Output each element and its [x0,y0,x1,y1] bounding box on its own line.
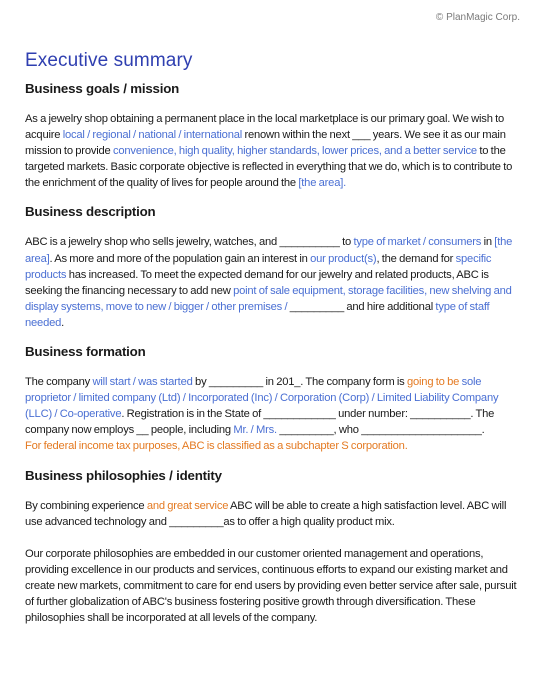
text-run: has increased. To meet the expected demand for our jewelry and related products, ABC is seeking the financing necessary to add new [25,268,489,297]
placeholder-text: specific products [25,252,492,281]
section-heading-formation: Business formation [25,344,146,360]
philosophies-paragraph-1 [25,498,520,530]
formation-tax-note: For federal income tax purposes, ABC is classified as a subchapter S corporation. [25,440,408,453]
placeholder-text: point of sale equipment, storage facilities, new shelving and display systems, move to new / bigger / other premises / [25,284,512,313]
placeholder-text: convenience, high quality, higher standards, lower prices, and a better service [112,145,477,158]
placeholder-text: our product(s) [310,252,377,265]
option-text: and great service [146,499,229,512]
text-run: ABC will be able to create a high satisfaction level. ABC will use advanced technology and _________as to offer a high quality product mix. [25,499,507,528]
text-run: renown within the next ___ years. We see it as our main mission to provide [25,129,506,158]
text-run: As a jewelry shop obtaining a permanent place in the local marketplace is our primary goal. We wish to acquire [25,113,505,142]
placeholder-text: [the area] [25,236,513,265]
philosophies-paragraph-2: Our corporate philosophies are embedded in our customer oriented management and operations, providing excellence in our products and services, continuous efforts to expand our existing market and create new markets, commitment to care for end users by providing even better service after sale, pursuit of further globalization of ABC's business fostering positive growth through diversification. These philosophies shall be incorporated at all levels of the company. [25,547,517,625]
page-title: Executive summary [25,50,193,71]
placeholder-text: sole proprietor / limited company (Ltd) / Incorporated (Inc) / Corporation (Corp) / Limited Liability Company (LLC) / Co-operative [25,376,499,421]
text-run: _________ and hire additional [287,300,436,313]
copyright-notice: © PlanMagic Corp. [435,12,520,23]
section-heading-philosophies: Business philosophies / identity [25,467,222,483]
text-run: . [61,316,65,329]
section-heading-description: Business description [25,204,156,220]
text-run: By combining experience [25,499,147,512]
placeholder-text: type of market / consumers [353,236,482,249]
placeholder-text: Mr. / Mrs. [233,424,277,437]
goals-paragraph [25,111,520,191]
placeholder-text: will start / was started [92,376,193,389]
text-run: ABC is a jewelry shop who sells jewelry, watches, and __________ to [25,236,354,249]
text-run: by _________ in 201_. The company form is [192,376,407,389]
text-run: The company [25,376,93,389]
text-run: to the targeted markets. Basic corporate objective is reflected in everything that we do, which is to contribute to the enrichment of the quality of lives for people around the [25,145,513,190]
text-run: . As more and more of the population gain an interest in [49,252,311,265]
text-run: . Registration is in the State of ____________ under number: __________. The company now employs __ people, including [25,408,495,437]
placeholder-text: local / regional / national / international [62,129,243,142]
placeholder-text: type of staff needed [25,300,490,329]
document-page [25,50,520,642]
placeholder-text: [the area]. [298,177,347,190]
text-run: in [481,236,495,249]
option-text: going to be [406,376,460,389]
section-heading-goals: Business goals / mission [25,81,180,96]
formation-paragraph [25,374,520,438]
text-run: , the demand for [376,252,456,265]
description-paragraph [25,234,520,331]
text-run: _________, who ____________________. [276,424,485,437]
